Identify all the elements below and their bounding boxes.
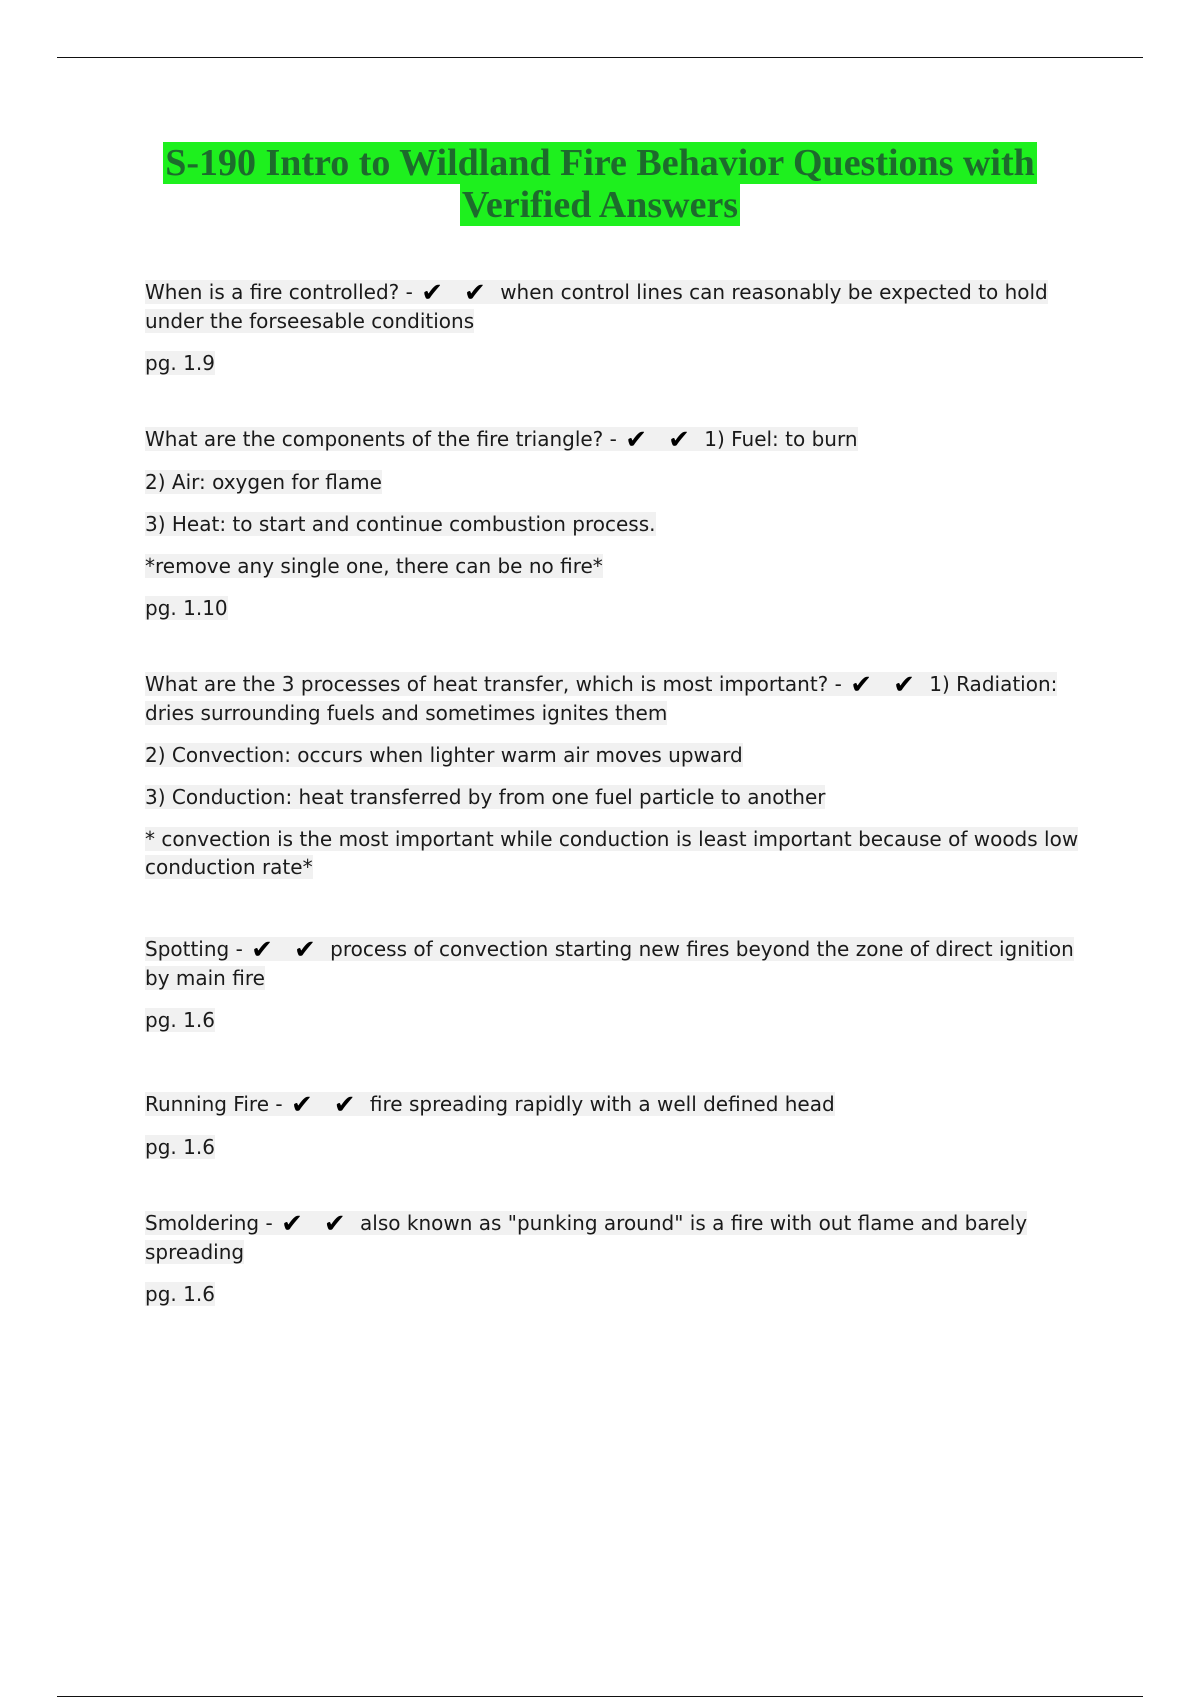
qa-question-line [145,425,1087,454]
answer-text: 1) Fuel: to burn [704,427,858,451]
page-reference: pg. 1.6 [145,1282,215,1306]
qa-entry [145,1209,1087,1308]
answer-line: 3) Conduction: heat transferred by from one fuel particle to another [145,785,826,809]
qa-question-line [145,1209,1087,1266]
answer-text: also known as "punking around" is a fire with out flame and barely spreading [145,1211,1028,1264]
answer-text: process of convection starting new fires beyond the zone of direct ignition by main fire [145,937,1074,990]
answer-line: 2) Convection: occurs when lighter warm air moves upward [145,743,743,767]
footer-rule [57,1696,1143,1697]
qa-question-line [145,1090,1087,1119]
answer-line: 2) Air: oxygen for flame [145,470,382,494]
title-line-2: Verified Answers [461,184,739,226]
answer-text: fire spreading rapidly with a well defined head [369,1092,835,1116]
question-text: Running Fire - [145,1092,283,1116]
page-reference: pg. 1.6 [145,1008,215,1032]
title-line-1: S-190 Intro to Wildland Fire Behavior Questions with [165,142,1035,184]
question-text: When is a fire controlled? - [145,280,413,304]
page-reference: pg. 1.6 [145,1135,215,1159]
qa-entry [145,935,1087,1034]
header-rule [57,57,1143,58]
question-text: What are the components of the fire triangle? - [145,427,617,451]
qa-entry [145,278,1087,377]
answer-note: *remove any single one, there can be no fire* [145,554,603,578]
qa-entry [145,670,1087,881]
check-icon: ✔ ✔ [850,670,921,700]
document-title [100,142,1100,226]
check-icon: ✔ ✔ [290,1090,362,1120]
qa-question-line [145,278,1087,335]
page-reference: pg. 1.9 [145,351,215,375]
page-reference: pg. 1.10 [145,596,228,620]
question-text: Smoldering - [145,1211,273,1235]
question-text: Spotting - [145,937,243,961]
answer-note: * convection is the most important while conduction is least important because of woods low conduction rate* [145,827,1079,879]
qa-entry [145,1090,1087,1161]
qa-list [145,278,1087,1356]
check-icon: ✔ ✔ [625,425,696,455]
answer-line: 3) Heat: to start and continue combustion process. [145,512,656,536]
check-icon: ✔ ✔ [421,278,492,308]
answer-text: 1) Radiation: dries surrounding fuels and sometimes ignites them [145,672,1058,725]
qa-question-line [145,670,1087,727]
qa-entry [145,425,1087,622]
answer-text: when control lines can reasonably be expected to hold under the forseesable conditions [145,280,1048,333]
question-text: What are the 3 processes of heat transfer, which is most important? - [145,672,842,696]
check-icon: ✔ ✔ [281,1209,352,1239]
qa-question-line [145,935,1087,992]
check-icon: ✔ ✔ [251,935,322,965]
